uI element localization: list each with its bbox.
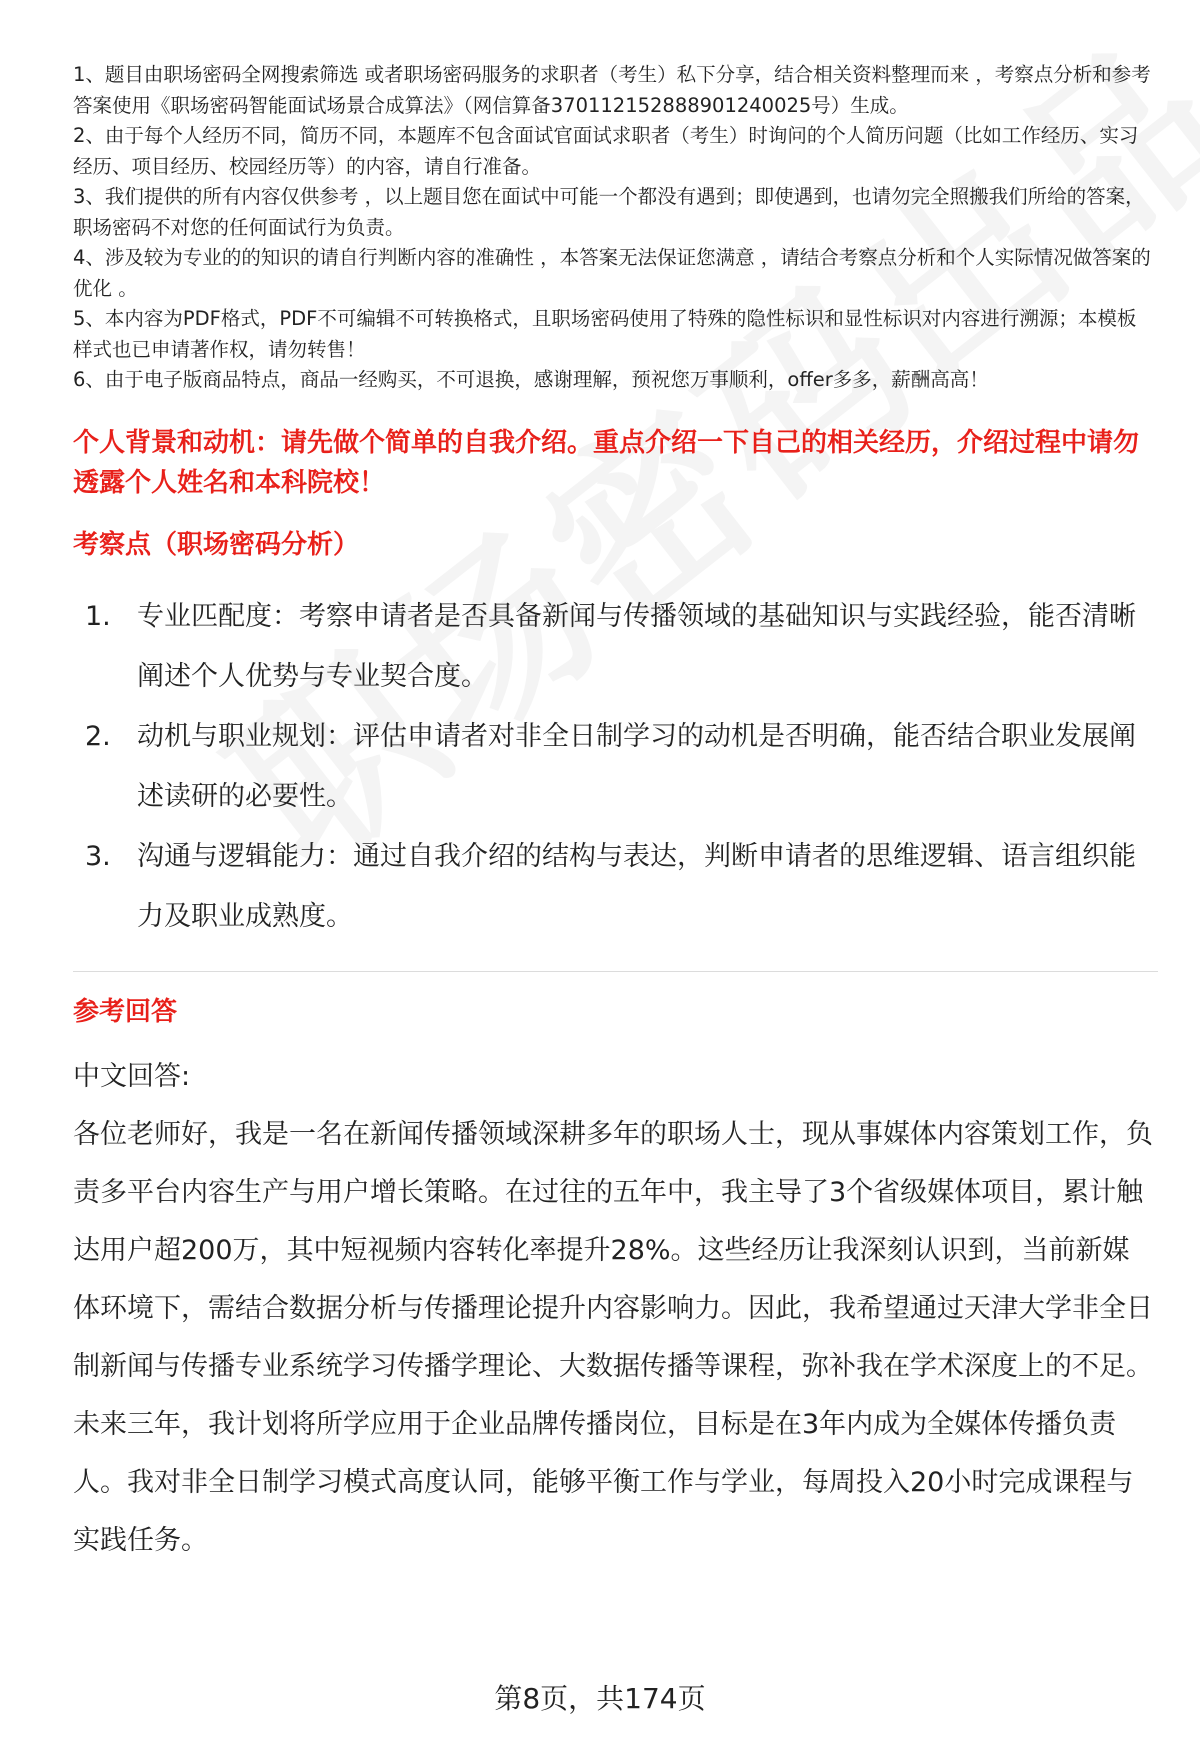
notice-item-5: 5、本内容为PDF格式，PDF不可编辑不可转换格式，且职场密码使用了特殊的隐性标识和显性标识对内容进行溯源；本模板样式也已申请著作权，请勿转售！ (73, 307, 1137, 361)
points-title: 考察点（职场密码分析） (73, 529, 360, 560)
points-list-item (73, 707, 1153, 827)
notice-item-1: 1、题目由职场密码全网搜索筛选 或者职场密码服务的求职者（考生）私下分享，结合相关资料整理而来 ，考察点分析和参考答案使用《职场密码智能面试场景合成算法》（网信算备370112152888901240025号）生成。 (73, 63, 1151, 117)
point-text: 专业匹配度：考察申请者是否具备新闻与传播领域的基础知识与实践经验，能否清晰阐述个人优势与专业契合度。 (137, 600, 1136, 692)
point-text: 动机与职业规划：评估申请者对非全日制学习的动机是否明确，能否结合职业发展阐述读研的必要性。 (137, 720, 1136, 812)
point-number: 2. (85, 720, 111, 752)
point-text: 沟通与逻辑能力：通过自我介绍的结构与表达，判断申请者的思维逻辑、语言组织能力及职业成熟度。 (137, 840, 1136, 932)
answer-title: 参考回答 (73, 996, 178, 1027)
notice-item-2: 2、由于每个人经历不同，简历不同，本题库不包含面试官面试求职者（考生）时询问的个人简历问题（比如工作经历、实习经历、项目经历、校园经历等）的内容，请自行准备。 (73, 124, 1139, 178)
page-content (73, 60, 1153, 1570)
points-list (73, 587, 1153, 947)
notice-section (73, 60, 1153, 396)
answer-section (73, 1048, 1153, 1570)
notice-item-4: 4、涉及较为专业的的知识的请自行判断内容的准确性 ，本答案无法保证您满意 ，请结合考察点分析和个人实际情况做答案的优化 。 (73, 246, 1151, 300)
answer-label: 中文回答: (73, 1060, 191, 1092)
section-divider (73, 971, 1158, 972)
page-number-footer: 第8页，共174页 (494, 1682, 706, 1715)
answer-text: 各位老师好，我是一名在新闻传播领域深耕多年的职场人士，现从事媒体内容策划工作，负责多平台内容生产与用户增长策略。在过往的五年中，我主导了3个省级媒体项目，累计触达用户超200万，其中短视频内容转化率提升28%。这些经历让我深刻认识到，当前新媒体环境下，需结合数据分析与传播理论提升内容影响力。因此，我希望通过天津大学非全日制新闻与传播专业系统学习传播学理论、大数据传播等课程，弥补我在学术深度上的不足。未来三年，我计划将所学应用于企业品牌传播岗位，目标是在3年内成为全媒体传播负责人。我对非全日制学习模式高度认同，能够平衡工作与学业，每周投入20小时完成课程与实践任务。 (73, 1118, 1153, 1556)
notice-item-6: 6、由于电子版商品特点，商品一经购买，不可退换，感谢理解，预祝您万事顺利，offer多多，薪酬高高！ (73, 368, 989, 391)
points-list-item (73, 587, 1153, 707)
point-number: 1. (85, 600, 111, 632)
points-list-item (73, 827, 1153, 947)
question-heading: 个人背景和动机：请先做个简单的自我介绍。重点介绍一下自己的相关经历，介绍过程中请勿透露个人姓名和本科院校！ (73, 427, 1140, 498)
notice-item-3: 3、我们提供的所有内容仅供参考 ，以上题目您在面试中可能一个都没有遇到；即使遇到，也请勿完全照搬我们所给的答案，职场密码不对您的任何面试行为负责。 (73, 185, 1145, 239)
point-number: 3. (85, 840, 111, 872)
